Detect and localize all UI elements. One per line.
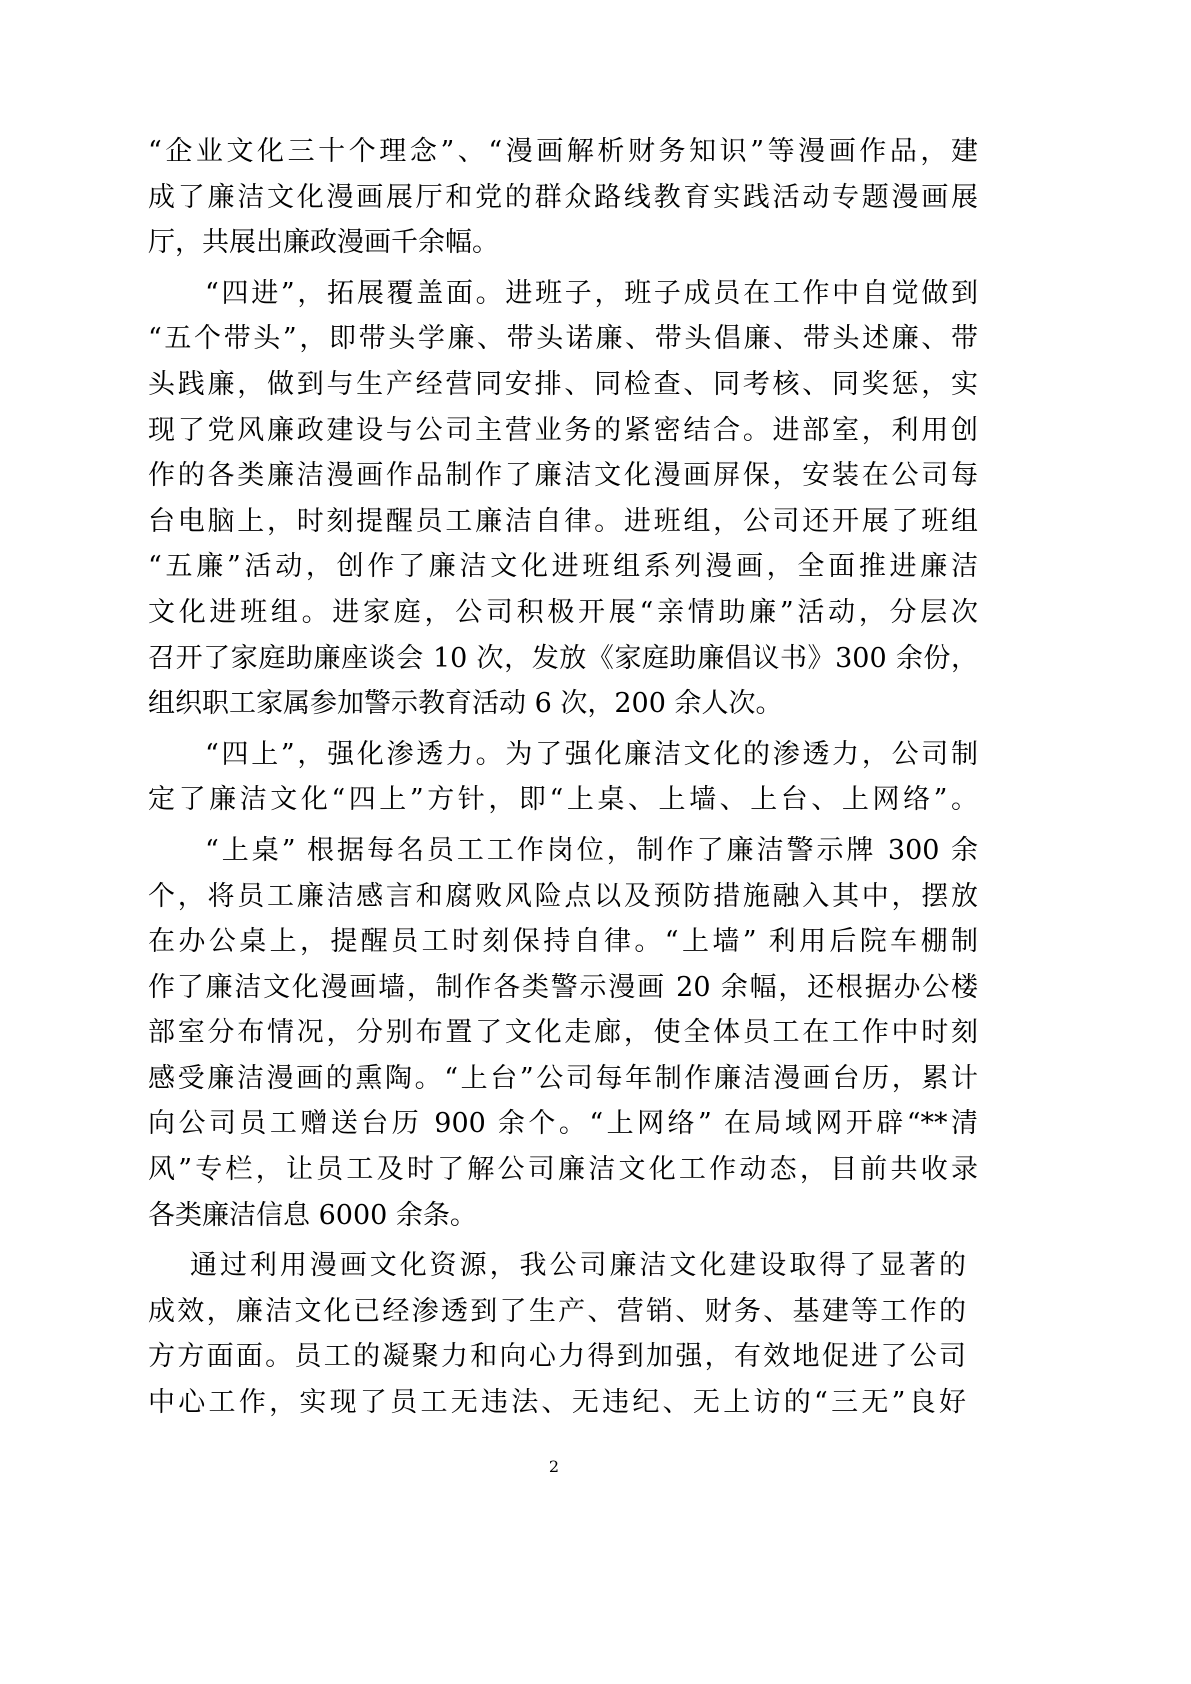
body-text	[148, 129, 978, 1426]
text-line: 个，将员工廉洁感言和腐败风险点以及预防措施融入其中，摆放	[148, 880, 978, 912]
text-line: 组织职工家属参加警示教育活动 6 次，200 余人次。	[148, 688, 783, 720]
text-line: “五个带头”，即带头学廉、带头诺廉、带头倡廉、带头述廉、带	[148, 323, 978, 355]
paragraph	[148, 271, 978, 727]
text-line: 在办公桌上，提醒员工时刻保持自律。“上墙” 利用后院车棚制	[148, 926, 978, 958]
text-line: 各类廉洁信息 6000 余条。	[148, 1199, 477, 1231]
paragraph	[148, 732, 978, 823]
text-line: 作的各类廉洁漫画作品制作了廉洁文化漫画屏保，安装在公司每	[148, 460, 978, 492]
text-line: 成效，廉洁文化已经渗透到了生产、营销、财务、基建等工作的	[148, 1295, 966, 1327]
text-line: 中心工作，实现了员工无违法、无违纪、无上访的“三无”良好	[148, 1387, 966, 1419]
paragraph	[148, 1243, 966, 1425]
text-line: 定了廉洁文化“四上”方针，即“上桌、上墙、上台、上网络”。	[148, 784, 978, 816]
paragraph	[148, 828, 978, 1238]
text-line: “四进”，拓展覆盖面。进班子，班子成员在工作中自觉做到	[205, 277, 978, 309]
text-line: 部室分布情况，分别布置了文化走廊，使全体员工在工作中时刻	[148, 1017, 978, 1049]
text-line: “四上”，强化渗透力。为了强化廉洁文化的渗透力，公司制	[205, 738, 978, 770]
page-number: 2	[548, 1457, 560, 1476]
text-line: 台电脑上，时刻提醒员工廉洁自律。进班组，公司还开展了班组	[148, 505, 978, 537]
text-line: 向公司员工赠送台历 900 余个。“上网络” 在局域网开辟“**清	[148, 1108, 978, 1140]
text-line: 现了党风廉政建设与公司主营业务的紧密结合。进部室，利用创	[148, 414, 978, 446]
text-line: 作了廉洁文化漫画墙，制作各类警示漫画 20 余幅，还根据办公楼	[148, 971, 978, 1003]
text-line: “五廉”活动，创作了廉洁文化进班组系列漫画，全面推进廉洁	[148, 551, 978, 583]
text-line: “上桌” 根据每名员工工作岗位，制作了廉洁警示牌 300 余	[205, 834, 978, 866]
text-line: 成了廉洁文化漫画展厅和党的群众路线教育实践活动专题漫画展	[148, 181, 978, 213]
text-line: 厅，共展出廉政漫画千余幅。	[148, 227, 499, 259]
text-line: 感受廉洁漫画的熏陶。“上台”公司每年制作廉洁漫画台历，累计	[148, 1062, 978, 1094]
text-line: 通过利用漫画文化资源，我公司廉洁文化建设取得了显著的	[190, 1250, 966, 1282]
text-line: 方方面面。员工的凝聚力和向心力得到加强，有效地促进了公司	[148, 1341, 966, 1373]
text-line: 召开了家庭助廉座谈会 10 次，发放《家庭助廉倡议书》300 余份，	[148, 642, 978, 674]
text-line: 头践廉，做到与生产经营同安排、同检查、同考核、同奖惩，实	[148, 368, 978, 400]
text-line: 风”专栏，让员工及时了解公司廉洁文化工作动态，目前共收录	[148, 1154, 978, 1186]
text-line: 文化进班组。进家庭，公司积极开展“亲情助廉”活动，分层次	[148, 596, 978, 628]
text-line: “企业文化三十个理念”、“漫画解析财务知识”等漫画作品，建	[148, 136, 978, 167]
paragraph	[148, 129, 978, 266]
